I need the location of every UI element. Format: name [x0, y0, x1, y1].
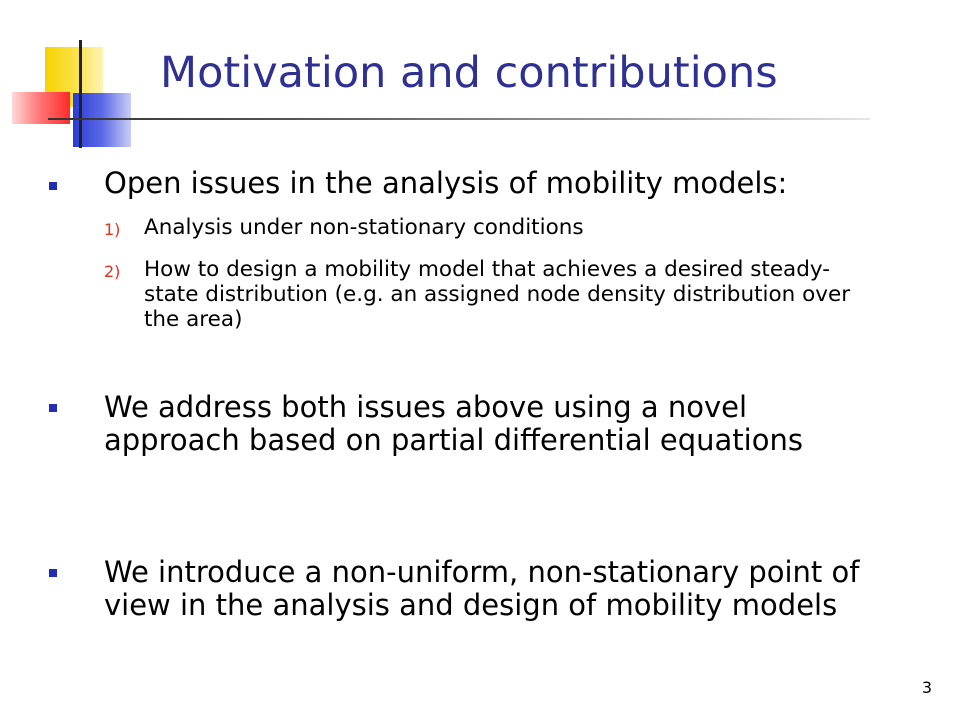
bullet-marker — [49, 404, 57, 412]
bullet-2-text: We address both issues above using a novel approach based on partial differential equations — [104, 390, 803, 457]
bullet-marker — [49, 182, 57, 190]
bullet-3-text: We introduce a non-uniform, non-stationary point of view in the analysis and design of mobility models — [104, 555, 860, 622]
page-number: 3 — [921, 678, 932, 697]
bullet-marker — [49, 569, 57, 577]
slide-title: Motivation and contributions — [160, 48, 778, 98]
sub-item-1-text: Analysis under non-stationary conditions — [144, 215, 584, 240]
title-underline — [48, 118, 870, 120]
sub-item-2-text: How to design a mobility model that achieves a desired steady-state distribution (e.g. an assigned node density distribution over the area) — [144, 257, 851, 332]
bullet-1-text: Open issues in the analysis of mobility models: — [104, 166, 788, 200]
sub-item-number: 2) — [104, 262, 121, 281]
decorative-vertical-line — [79, 40, 82, 148]
sub-item-number: 1) — [104, 220, 121, 239]
